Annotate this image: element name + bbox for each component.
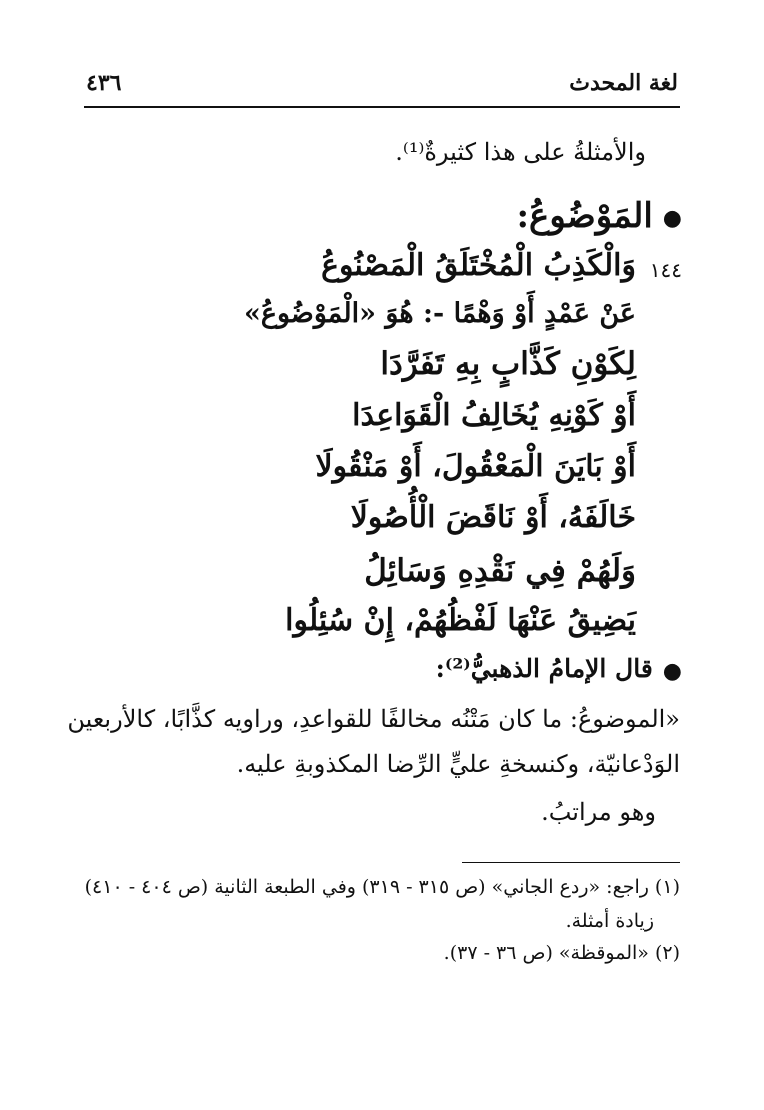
intro-paragraph: والأمثلةُ على هذا كثيرةٌ⁽¹⁾. (395, 138, 646, 166)
bullet-icon: ● (662, 205, 682, 231)
quote-heading-text: قال الإمامُ الذهبيُّ⁽²⁾: (435, 654, 653, 683)
bullet-icon: ● (662, 657, 682, 684)
verse-line: لِكَوْنِ كَذَّابٍ بِهِ تَفَرَّدَا (380, 346, 636, 382)
section-heading (516, 196, 682, 236)
section-heading-text: المَوْضُوعُ: (516, 196, 653, 236)
closing-paragraph: وهو مراتبُ. (541, 798, 656, 826)
verse-line: خَالَفَهُ، أَوْ نَاقَضَ الْأُصُولَا (350, 500, 636, 535)
verse-line: يَضِيقُ عَنْهَا لَفْظُهُمْ، إِنْ سُئِلُوا (285, 603, 636, 638)
verse-line: وَلَهُمْ فِي نَقْدِهِ وَسَائِلُ (364, 553, 636, 589)
page-number: ٤٣٦ (86, 70, 122, 96)
running-title: لغة المحدث (569, 70, 678, 96)
quote-text-line: «الموضوعُ: ما كان مَتْنُه مخالفًا للقواعدِ، وراويه كذَّابًا، كالأربعين (67, 705, 680, 733)
verse-line: عَنْ عَمْدٍ أَوْ وَهْمًا -: هُوَ «الْمَوْضُوعُ» (244, 298, 636, 329)
quote-heading (436, 654, 682, 684)
footnote-rule (462, 862, 680, 863)
verse-line: وَالْكَذِبُ الْمُخْتَلَقُ الْمَصْنُوعُ (321, 248, 636, 283)
footnote-1: (١) راجع: «ردع الجاني» (ص ٣١٥ - ٣١٩) وفي الطبعة الثانية (ص ٤٠٤ - ٤١٠) (84, 876, 680, 898)
quote-text-line: الوَدْعانيّة، وكنسخةِ عليٍّ الرِّضا المكذوبةِ عليه. (236, 750, 680, 778)
verse-line: أَوْ بَايَنَ الْمَعْقُولَ، أَوْ مَنْقُولَا (315, 449, 636, 484)
verse-line: أَوْ كَوْنِهِ يُخَالِفُ الْقَوَاعِدَا (352, 398, 636, 433)
footnote-1-continuation: زيادة أمثلة. (565, 910, 654, 932)
footnote-2: (٢) «الموقظة» (ص ٣٦ - ٣٧). (443, 942, 680, 964)
verse-number: ١٤٤ (649, 258, 682, 282)
header-rule (84, 106, 680, 108)
